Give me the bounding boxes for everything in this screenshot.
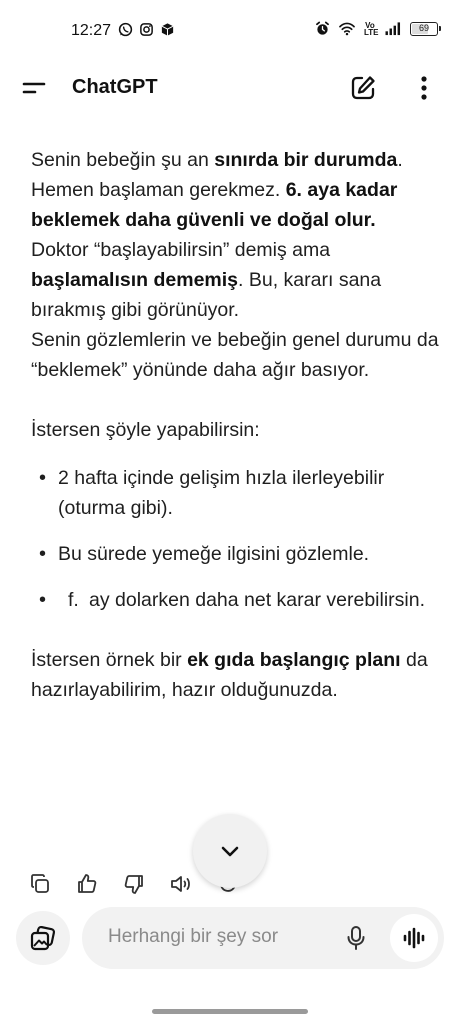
audio-waveform-icon — [401, 925, 427, 951]
message-composer[interactable] — [82, 907, 444, 969]
wifi-icon — [338, 21, 356, 36]
paragraph-4: İstersen şöyle yapabilirsin: — [31, 419, 260, 441]
list-item — [31, 585, 441, 615]
speaker-icon[interactable] — [169, 872, 193, 896]
voice-mode-button[interactable] — [390, 914, 438, 962]
paragraph-5 — [31, 645, 441, 705]
thumbs-up-icon[interactable] — [75, 872, 99, 896]
battery-icon — [410, 22, 438, 36]
battery-level: 69 — [418, 22, 429, 33]
scroll-down-button[interactable] — [193, 814, 267, 888]
notification-icons — [118, 22, 175, 37]
signal-icon — [384, 21, 402, 36]
ordered-item — [31, 585, 441, 615]
status-time: 12:27 — [71, 22, 112, 39]
text: İstersen örnek bir — [31, 649, 188, 671]
text: Senin bebeğin şu an — [31, 149, 215, 171]
attach-media-button[interactable] — [16, 911, 70, 965]
image-stack-icon — [29, 924, 57, 952]
chevron-down-icon — [217, 838, 243, 864]
system-icons — [315, 21, 438, 36]
alarm-icon — [315, 21, 330, 36]
bold-text: başlamalısın dememiş — [31, 269, 239, 291]
list-marker: • f. — [68, 589, 79, 611]
paragraph-2 — [31, 235, 441, 325]
volte-icon — [364, 20, 379, 37]
paragraph-3: Senin gözlemlerin ve bebeğin genel durumu da “beklemek” yönünde daha ağır basıyor. — [31, 329, 439, 381]
bold-text: 6. aya kadar beklemek daha güvenli ve doğal olur. — [31, 179, 398, 231]
text: . Bu, kararı sana bırakmış gibi görünüyor. — [31, 269, 382, 321]
text: . Hemen başlaman gerekmez. — [31, 149, 403, 201]
app-title: ChatGPT — [72, 76, 158, 98]
list-item-text: ay dolarken daha net karar verebilirsin. — [89, 589, 426, 611]
whatsapp-icon — [118, 22, 133, 37]
more-options-icon[interactable] — [412, 72, 436, 104]
list-item: • Bu sürede yemeğe ilgisini gözlemle. — [31, 539, 441, 569]
microphone-icon[interactable] — [342, 924, 370, 952]
status-bar — [0, 0, 460, 64]
instagram-icon — [139, 22, 154, 37]
list-item: • 2 hafta içinde gelişim hızla ilerleyebilir (oturma gibi). — [31, 463, 441, 523]
menu-icon[interactable] — [20, 76, 48, 100]
new-chat-icon[interactable] — [348, 73, 378, 103]
thumbs-down-icon[interactable] — [122, 872, 146, 896]
app-bar — [0, 64, 460, 112]
bullet-list — [31, 463, 441, 615]
box-icon — [160, 22, 175, 37]
home-indicator[interactable] — [152, 1009, 308, 1014]
paragraph-1 — [31, 145, 441, 235]
bold-text: ek gıda başlangıç planı — [187, 649, 401, 671]
volte-bottom: LTE — [364, 27, 379, 37]
bold-text: sınırda bir durumda — [214, 149, 398, 171]
copy-icon[interactable] — [28, 872, 52, 896]
assistant-message — [31, 145, 441, 705]
text: Doktor “başlayabilirsin” demiş ama — [31, 239, 331, 261]
composer-placeholder[interactable]: Herhangi bir şey sor — [108, 926, 279, 947]
text: da hazırlayabilirim, hazır olduğunuzda. — [31, 649, 428, 701]
volte-top: Vo — [365, 20, 375, 30]
